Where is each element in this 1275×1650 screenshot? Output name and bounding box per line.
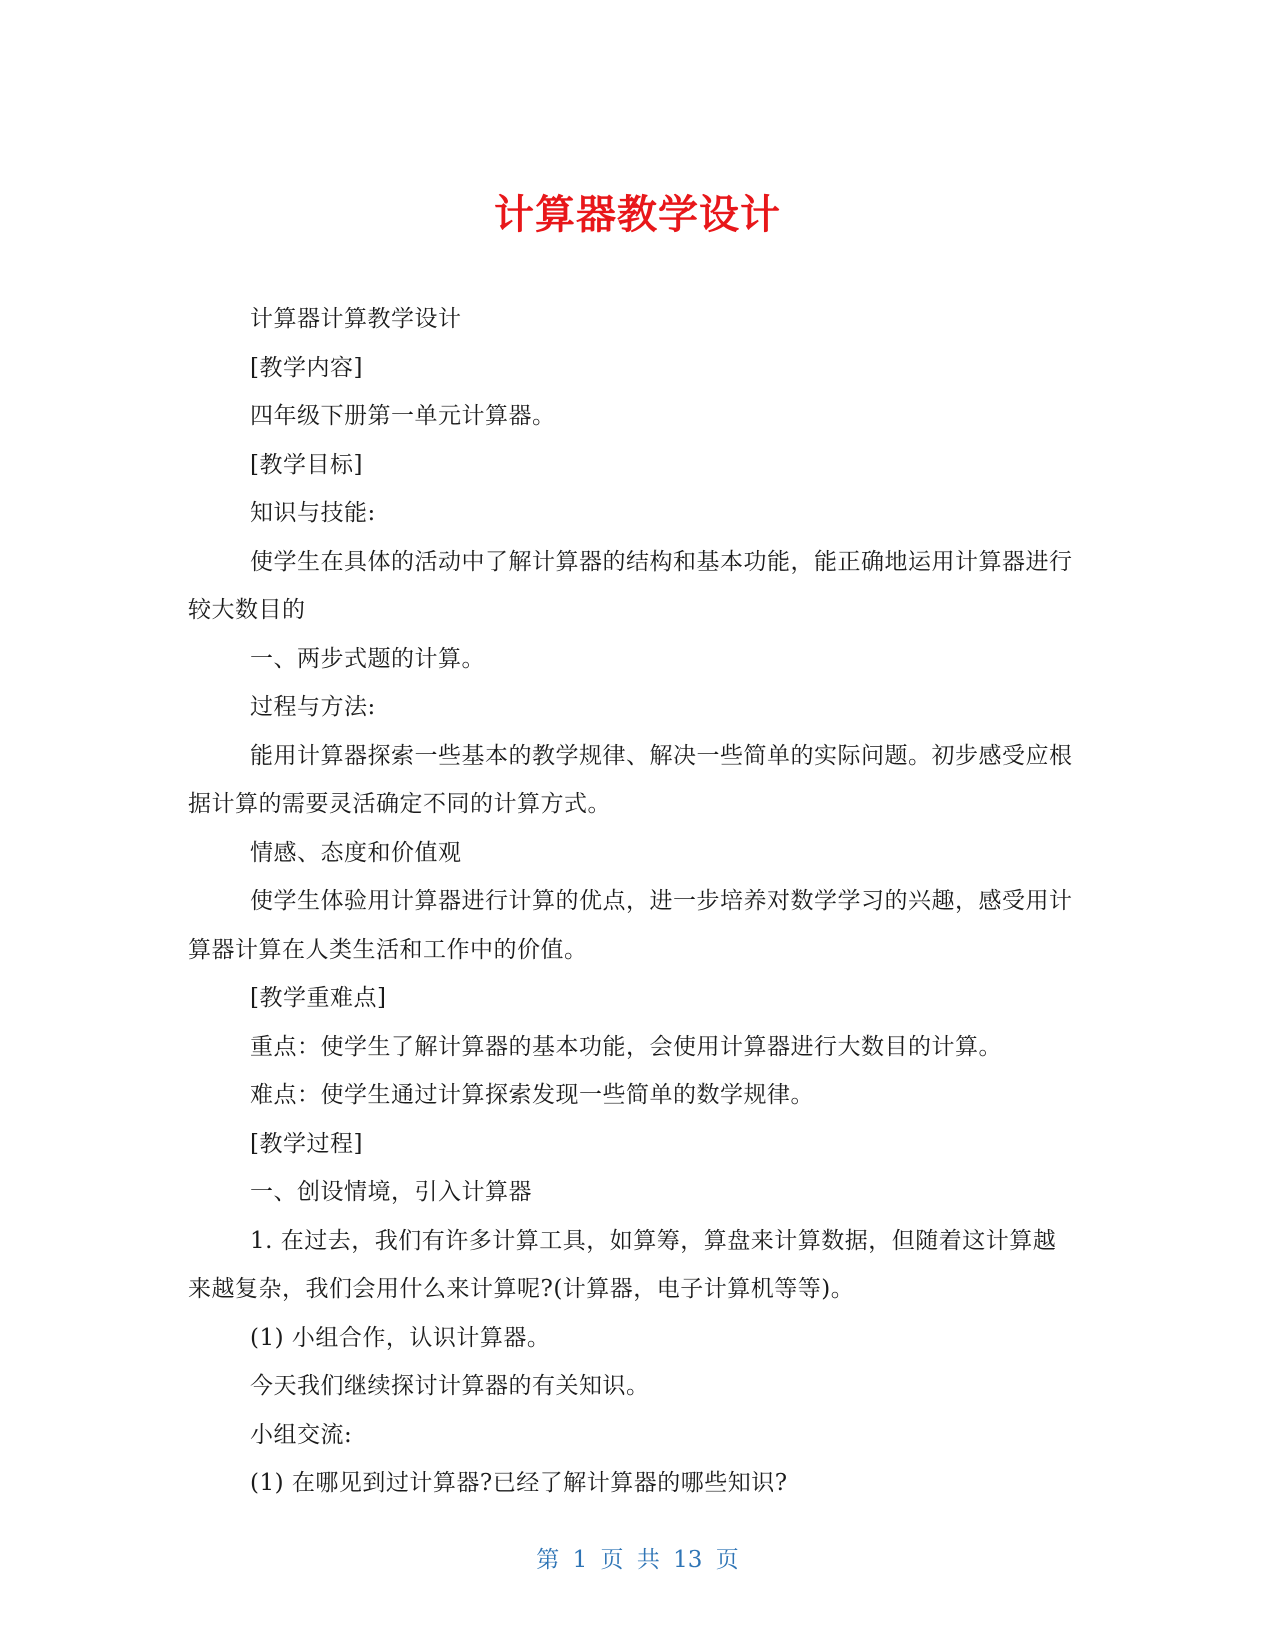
paragraph: 1. 在过去，我们有许多计算工具，如算筹，算盘来计算数据，但随着这计算越来越复杂，我们会用什么来计算呢?(计算器，电子计算机等等)。 bbox=[188, 1227, 1057, 1302]
paragraph: 知识与技能: bbox=[250, 500, 376, 526]
page-title: 计算器教学设计 bbox=[494, 191, 781, 238]
paragraph: [教学内容] bbox=[250, 354, 363, 381]
paragraph: (1) 在哪见到过计算器?已经了解计算器的哪些知识? bbox=[250, 1470, 788, 1496]
paragraph: [教学过程] bbox=[250, 1130, 363, 1157]
page-number-footer: 第 1 页 共 13 页 bbox=[536, 1547, 739, 1573]
paragraph: [教学目标] bbox=[250, 451, 363, 478]
paragraph: 计算器计算教学设计 bbox=[250, 306, 462, 332]
paragraph: (1) 小组合作，认识计算器。 bbox=[250, 1324, 551, 1351]
paragraph: 使学生体验用计算器进行计算的优点，进一步培养对数学学习的兴趣，感受用计算器计算在人类生活和工作中的价值。 bbox=[188, 888, 1073, 963]
paragraph: 过程与方法: bbox=[250, 694, 376, 720]
paragraph: 一、两步式题的计算。 bbox=[250, 645, 485, 672]
paragraph: 今天我们继续探讨计算器的有关知识。 bbox=[250, 1373, 650, 1399]
paragraph: 难点：使学生通过计算探索发现一些简单的数学规律。 bbox=[250, 1082, 814, 1108]
paragraph: 小组交流: bbox=[250, 1421, 353, 1448]
document-body bbox=[188, 295, 1078, 1508]
paragraph: 能用计算器探索一些基本的教学规律、解决一些简单的实际问题。初步感受应根据计算的需要灵活确定不同的计算方式。 bbox=[188, 742, 1073, 817]
paragraph: 使学生在具体的活动中了解计算器的结构和基本功能，能正确地运用计算器进行较大数目的 bbox=[188, 548, 1073, 623]
paragraph: 情感、态度和价值观 bbox=[250, 839, 462, 866]
paragraph: 一、创设情境，引入计算器 bbox=[250, 1179, 532, 1205]
paragraph: 重点：使学生了解计算器的基本功能，会使用计算器进行大数目的计算。 bbox=[250, 1033, 1002, 1060]
paragraph: [教学重难点] bbox=[250, 985, 387, 1011]
paragraph: 四年级下册第一单元计算器。 bbox=[250, 403, 556, 429]
